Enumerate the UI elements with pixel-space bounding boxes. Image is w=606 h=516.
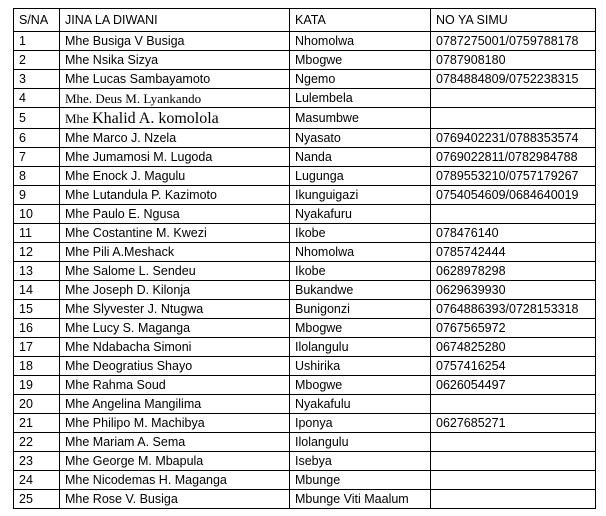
table-row <box>14 186 596 205</box>
table-row <box>14 70 596 89</box>
cell-sn: 25 <box>14 490 60 509</box>
cell-name <box>60 108 290 129</box>
table-row <box>14 300 596 319</box>
cell-sn: 21 <box>14 414 60 433</box>
table-row <box>14 243 596 262</box>
diwani-table-container <box>13 8 596 509</box>
cell-sn: 23 <box>14 452 60 471</box>
table-row <box>14 167 596 186</box>
table-row <box>14 414 596 433</box>
table-row <box>14 357 596 376</box>
cell-kata: Nyasato <box>290 129 431 148</box>
cell-kata: Mbogwe <box>290 319 431 338</box>
table-row <box>14 281 596 300</box>
cell-kata: Isebya <box>290 452 431 471</box>
cell-kata: Ikunguigazi <box>290 186 431 205</box>
table-row <box>14 319 596 338</box>
cell-simu: 0764886393/0728153318 <box>431 300 596 319</box>
cell-sn: 3 <box>14 70 60 89</box>
cell-simu <box>431 452 596 471</box>
cell-name: Mhe Deogratius Shayo <box>60 357 290 376</box>
cell-sn: 4 <box>14 89 60 108</box>
table-row <box>14 452 596 471</box>
cell-simu: 0674825280 <box>431 338 596 357</box>
table-row <box>14 129 596 148</box>
header-simu: NO YA SIMU <box>431 9 596 32</box>
table-row <box>14 262 596 281</box>
cell-kata: Lugunga <box>290 167 431 186</box>
cell-sn: 16 <box>14 319 60 338</box>
cell-sn: 14 <box>14 281 60 300</box>
cell-simu: 0784884809/0752238315 <box>431 70 596 89</box>
cell-name: Mhe Busiga V Busiga <box>60 32 290 51</box>
cell-name: Mhe Lutandula P. Kazimoto <box>60 186 290 205</box>
cell-name: Mhe Salome L. Sendeu <box>60 262 290 281</box>
table-row <box>14 490 596 509</box>
cell-sn: 18 <box>14 357 60 376</box>
cell-name-main: Khalid A. komolola <box>92 109 219 127</box>
cell-sn: 20 <box>14 395 60 414</box>
cell-kata: Ilolangulu <box>290 338 431 357</box>
cell-sn: 1 <box>14 32 60 51</box>
cell-simu: 0769402231/0788353574 <box>431 129 596 148</box>
cell-kata: Ikobe <box>290 224 431 243</box>
cell-kata: Lulembela <box>290 89 431 108</box>
diwani-table <box>13 8 596 509</box>
cell-sn: 15 <box>14 300 60 319</box>
cell-sn: 17 <box>14 338 60 357</box>
table-row <box>14 108 596 129</box>
cell-sn: 13 <box>14 262 60 281</box>
table-row <box>14 395 596 414</box>
table-row <box>14 205 596 224</box>
cell-kata: Bukandwe <box>290 281 431 300</box>
cell-kata: Nanda <box>290 148 431 167</box>
cell-simu: 0787908180 <box>431 51 596 70</box>
cell-simu <box>431 205 596 224</box>
cell-kata: Mbogwe <box>290 51 431 70</box>
cell-sn: 9 <box>14 186 60 205</box>
cell-simu <box>431 89 596 108</box>
cell-name: Mhe Mariam A. Sema <box>60 433 290 452</box>
cell-name: Mhe George M. Mbapula <box>60 452 290 471</box>
cell-name: Mhe Ndabacha Simoni <box>60 338 290 357</box>
header-sn: S/NA <box>14 9 60 32</box>
table-row <box>14 224 596 243</box>
cell-kata: Mbogwe <box>290 376 431 395</box>
cell-simu <box>431 433 596 452</box>
cell-sn: 8 <box>14 167 60 186</box>
cell-kata: Ngemo <box>290 70 431 89</box>
cell-name: Mhe. Deus M. Lyankando <box>60 89 290 108</box>
cell-simu: 0757416254 <box>431 357 596 376</box>
cell-kata: Nyakafuru <box>290 205 431 224</box>
cell-simu: 0629639930 <box>431 281 596 300</box>
cell-sn: 5 <box>14 108 60 129</box>
cell-name: Mhe Paulo E. Ngusa <box>60 205 290 224</box>
table-header-row <box>14 9 596 32</box>
cell-name: Mhe Enock J. Magulu <box>60 167 290 186</box>
cell-simu <box>431 490 596 509</box>
cell-name: Mhe Pili A.Meshack <box>60 243 290 262</box>
cell-kata: Mbunge <box>290 471 431 490</box>
cell-kata: Nhomolwa <box>290 32 431 51</box>
cell-simu: 0785742444 <box>431 243 596 262</box>
cell-kata: Mbunge Viti Maalum <box>290 490 431 509</box>
cell-simu: 0626054497 <box>431 376 596 395</box>
cell-sn: 2 <box>14 51 60 70</box>
cell-name: Mhe Marco J. Nzela <box>60 129 290 148</box>
cell-simu: 0628978298 <box>431 262 596 281</box>
cell-kata: Nhomolwa <box>290 243 431 262</box>
table-row <box>14 471 596 490</box>
cell-sn: 11 <box>14 224 60 243</box>
cell-simu: 0769022811/0782984788 <box>431 148 596 167</box>
cell-simu: 0767565972 <box>431 319 596 338</box>
cell-kata: Ilolangulu <box>290 433 431 452</box>
cell-simu: 0787275001/0759788178 <box>431 32 596 51</box>
cell-kata: Nyakafulu <box>290 395 431 414</box>
cell-kata: Ikobe <box>290 262 431 281</box>
cell-name: Mhe Costantine M. Kwezi <box>60 224 290 243</box>
cell-sn: 12 <box>14 243 60 262</box>
cell-name: Mhe Nicodemas H. Maganga <box>60 471 290 490</box>
cell-sn: 10 <box>14 205 60 224</box>
cell-name: Mhe Rose V. Busiga <box>60 490 290 509</box>
cell-sn: 22 <box>14 433 60 452</box>
cell-name: Mhe Joseph D. Kilonja <box>60 281 290 300</box>
cell-simu: 0789553210/0757179267 <box>431 167 596 186</box>
cell-name: Mhe Rahma Soud <box>60 376 290 395</box>
cell-kata: Iponya <box>290 414 431 433</box>
cell-name: Mhe Jumamosi M. Lugoda <box>60 148 290 167</box>
header-kata: KATA <box>290 9 431 32</box>
cell-kata: Ushirika <box>290 357 431 376</box>
cell-name: Mhe Angelina Mangilima <box>60 395 290 414</box>
table-row <box>14 89 596 108</box>
cell-simu <box>431 108 596 129</box>
cell-simu: 0627685271 <box>431 414 596 433</box>
cell-name: Mhe Slyvester J. Ntugwa <box>60 300 290 319</box>
cell-simu: 078476140 <box>431 224 596 243</box>
table-row <box>14 376 596 395</box>
cell-name: Mhe Lucy S. Maganga <box>60 319 290 338</box>
cell-name: Mhe Nsika Sizya <box>60 51 290 70</box>
cell-sn: 19 <box>14 376 60 395</box>
table-row <box>14 51 596 70</box>
cell-name-prefix: Mhe <box>65 110 93 126</box>
table-row <box>14 148 596 167</box>
cell-kata: Masumbwe <box>290 108 431 129</box>
cell-simu: 0754054609/0684640019 <box>431 186 596 205</box>
table-row <box>14 433 596 452</box>
cell-sn: 7 <box>14 148 60 167</box>
cell-simu <box>431 471 596 490</box>
cell-name: Mhe Philipo M. Machibya <box>60 414 290 433</box>
cell-simu <box>431 395 596 414</box>
cell-sn: 6 <box>14 129 60 148</box>
table-row <box>14 338 596 357</box>
cell-sn: 24 <box>14 471 60 490</box>
table-row <box>14 32 596 51</box>
cell-name: Mhe Lucas Sambayamoto <box>60 70 290 89</box>
cell-kata: Bunigonzi <box>290 300 431 319</box>
header-name: JINA LA DIWANI <box>60 9 290 32</box>
